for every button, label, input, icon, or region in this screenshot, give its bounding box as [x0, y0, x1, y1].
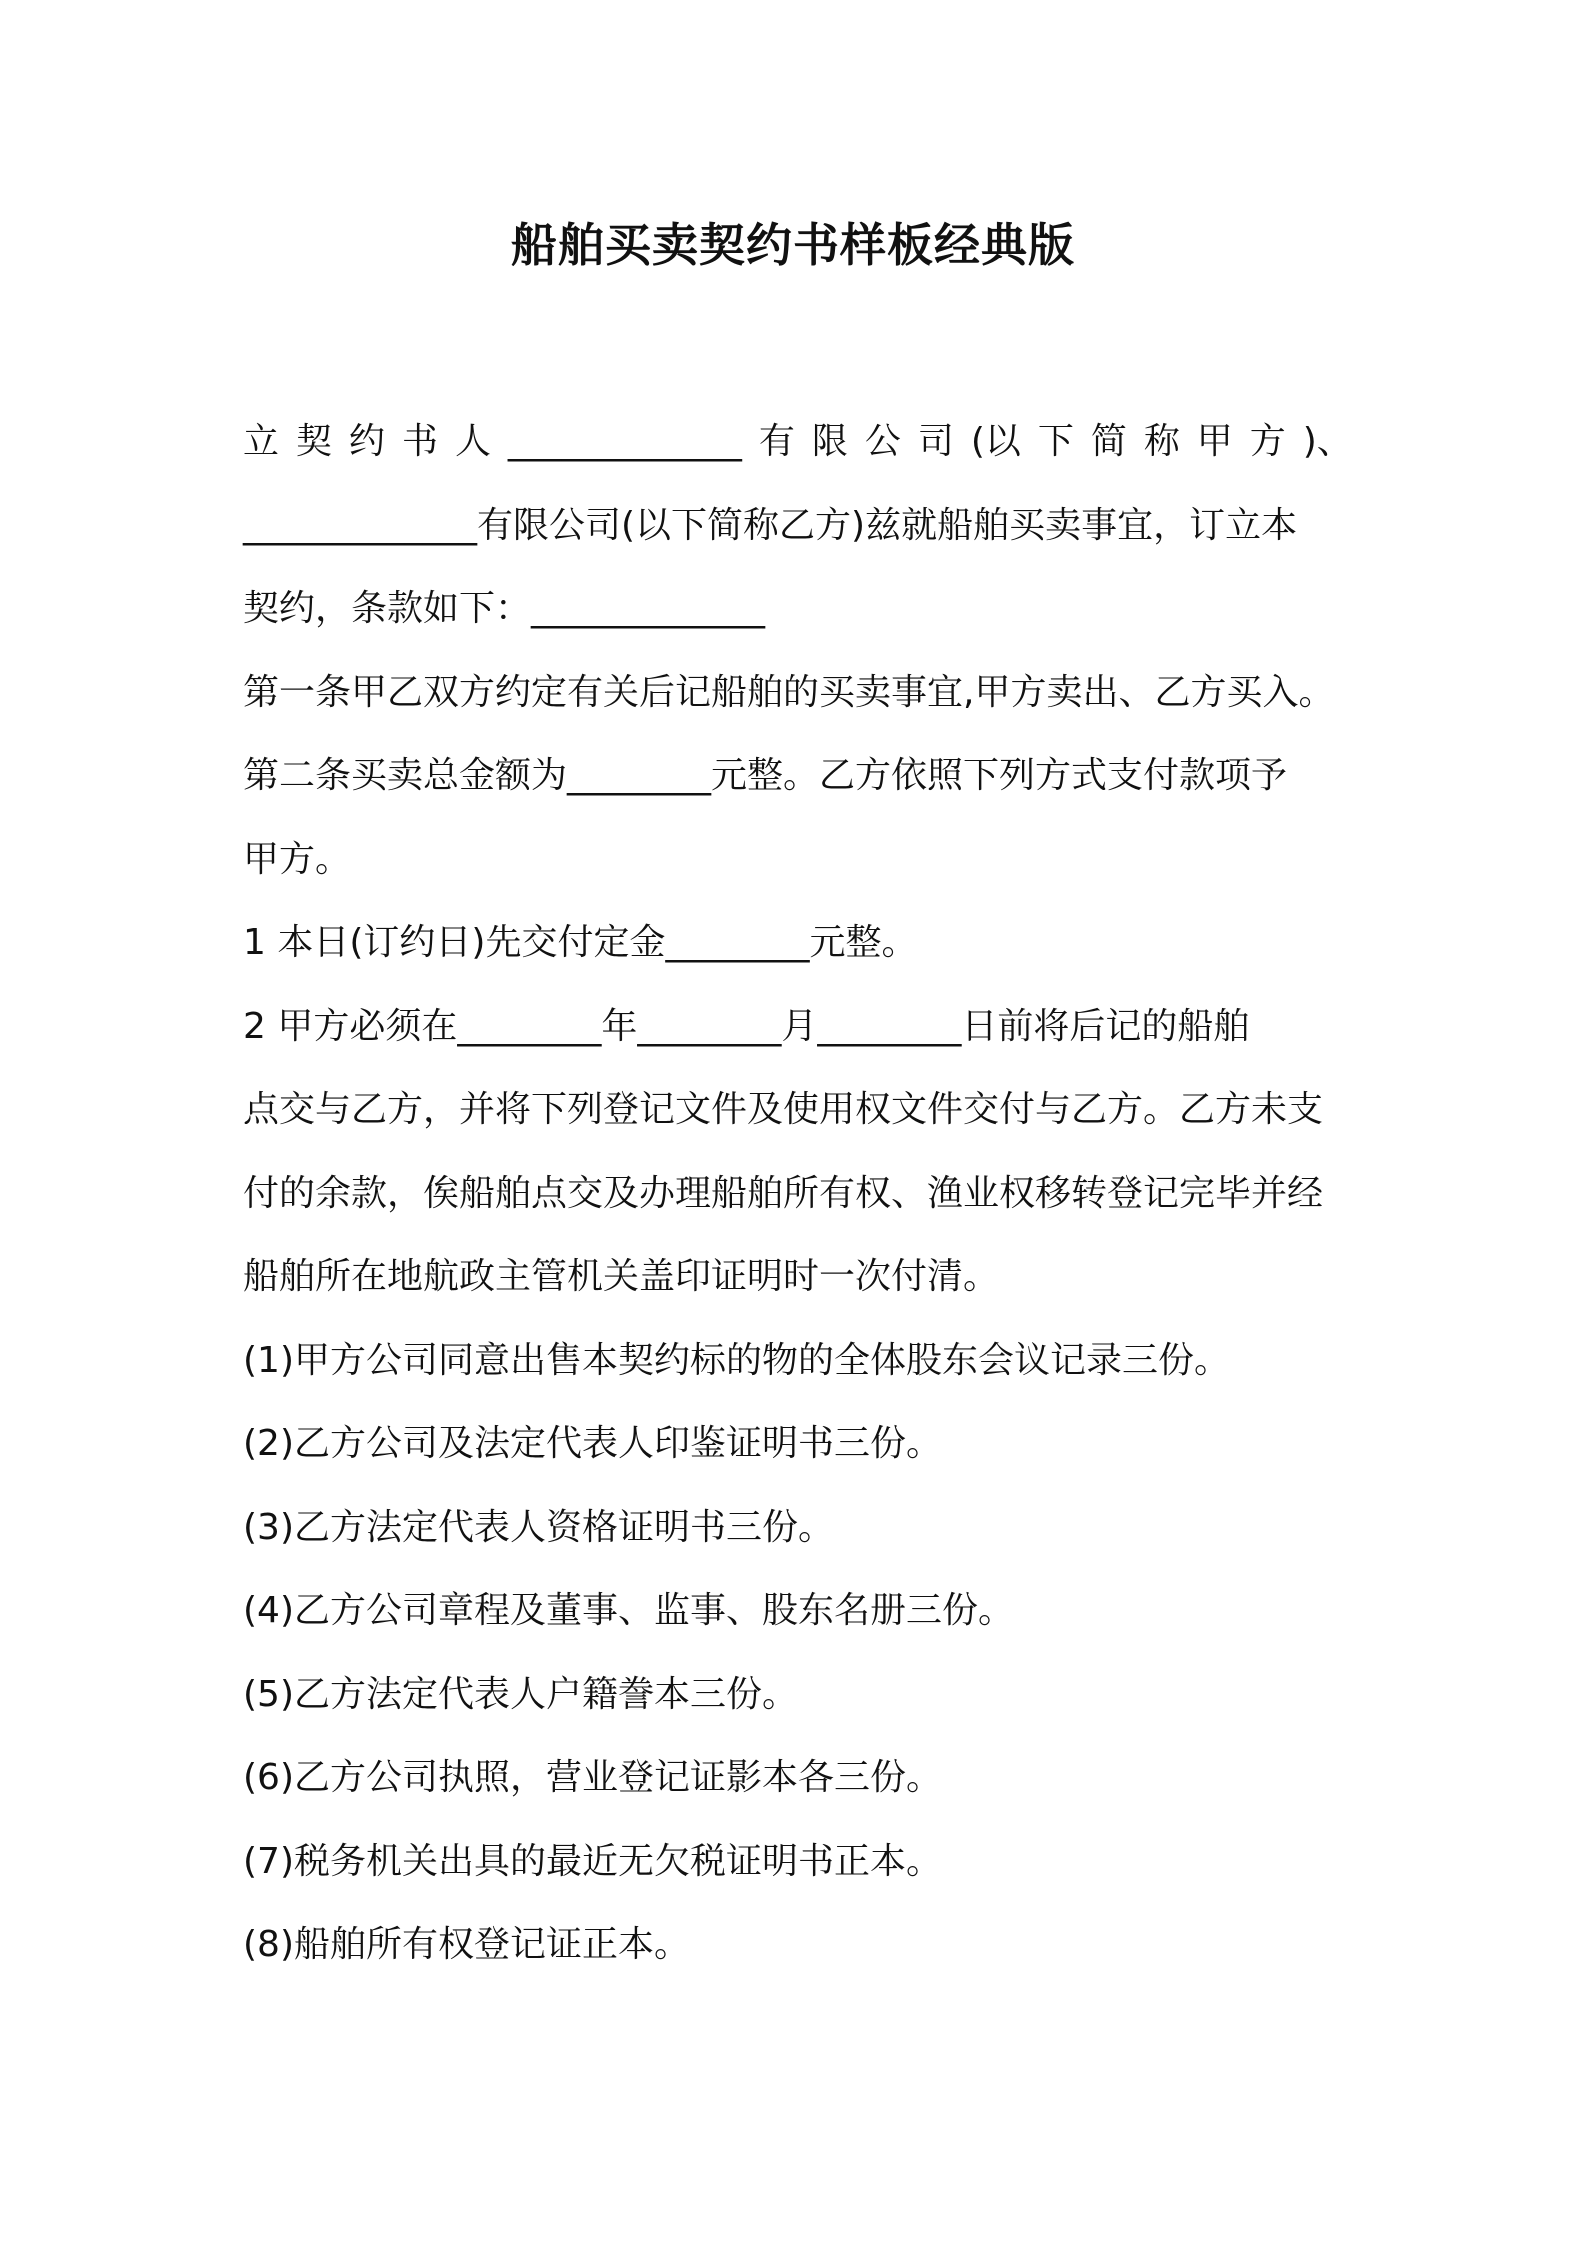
clause-2-line-cont: 船舶所在地航政主管机关盖印证明时一次付清。	[243, 1256, 1000, 1297]
doc-item-6: (6)乙方公司执照，营业登记证影本各三份。	[243, 1757, 942, 1798]
line-1-blank: _____________	[507, 421, 742, 462]
doc-item-5: (5)乙方法定代表人户籍誊本三份。	[243, 1673, 798, 1715]
line-1-part: 人	[454, 421, 491, 462]
doc-item-8: (8)船舶所有权登记证正本。	[243, 1924, 690, 1965]
line-1-part: 简	[1090, 421, 1127, 462]
doc-item-1: (1)甲方公司同意出售本契约标的物的全体股东会议记录三份。	[243, 1339, 1230, 1381]
doc-item-7: (7)税务机关出具的最近无欠税证明书正本。	[243, 1840, 942, 1882]
article-1-line: 第一条甲乙双方约定有关后记船舶的买卖事宜,甲方卖出、乙方买入。	[243, 671, 1335, 713]
clause-2-line: 2 甲方必须在________年________月________日前将后记的船舶	[243, 1005, 1250, 1047]
body-line-1	[243, 400, 1353, 484]
line-1-part: (以	[970, 421, 1021, 462]
clause-1-line: 1 本日(订约日)先交付定金________元整。	[243, 922, 918, 963]
doc-item-3: (3)乙方法定代表人资格证明书三份。	[243, 1506, 834, 1548]
line-1-part: 约	[348, 421, 385, 462]
line-1-part: 契	[295, 421, 332, 462]
article-2-line-cont: 甲方。	[243, 838, 352, 880]
line-1-part: )、	[1302, 421, 1353, 462]
line-1-part: 方	[1249, 421, 1286, 462]
line-1-part: 下	[1037, 421, 1074, 462]
clause-2-line-cont: 付的余款，俟船舶点交及办理船舶所有权、渔业权移转登记完毕并经	[243, 1172, 1324, 1214]
article-2-line: 第二条买卖总金额为________元整。乙方依照下列方式支付款项予	[243, 755, 1288, 796]
line-1-part: 司	[917, 421, 954, 462]
line-1-part: 称	[1143, 421, 1180, 462]
line-1-part: 书	[401, 421, 438, 462]
document-title: 船舶买卖契约书样板经典版	[511, 218, 1075, 272]
doc-item-2: (2)乙方公司及法定代表人印鉴证明书三份。	[243, 1423, 942, 1464]
line-1-part: 限	[811, 421, 848, 462]
line-1-part: 有	[758, 421, 795, 462]
body-line-3: 契约，条款如下：_____________	[243, 588, 766, 629]
line-1-part: 公	[864, 421, 901, 462]
document-body	[243, 400, 1353, 1987]
clause-2-line-cont: 点交与乙方，并将下列登记文件及使用权文件交付与乙方。乙方未支	[243, 1089, 1324, 1130]
line-1-part: 甲	[1196, 421, 1233, 462]
doc-item-4: (4)乙方公司章程及董事、监事、股东名册三份。	[243, 1590, 1014, 1631]
line-1-part: 立	[243, 421, 280, 462]
body-line-2: _____________有限公司(以下简称乙方)兹就船舶买卖事宜，订立本	[243, 504, 1298, 546]
